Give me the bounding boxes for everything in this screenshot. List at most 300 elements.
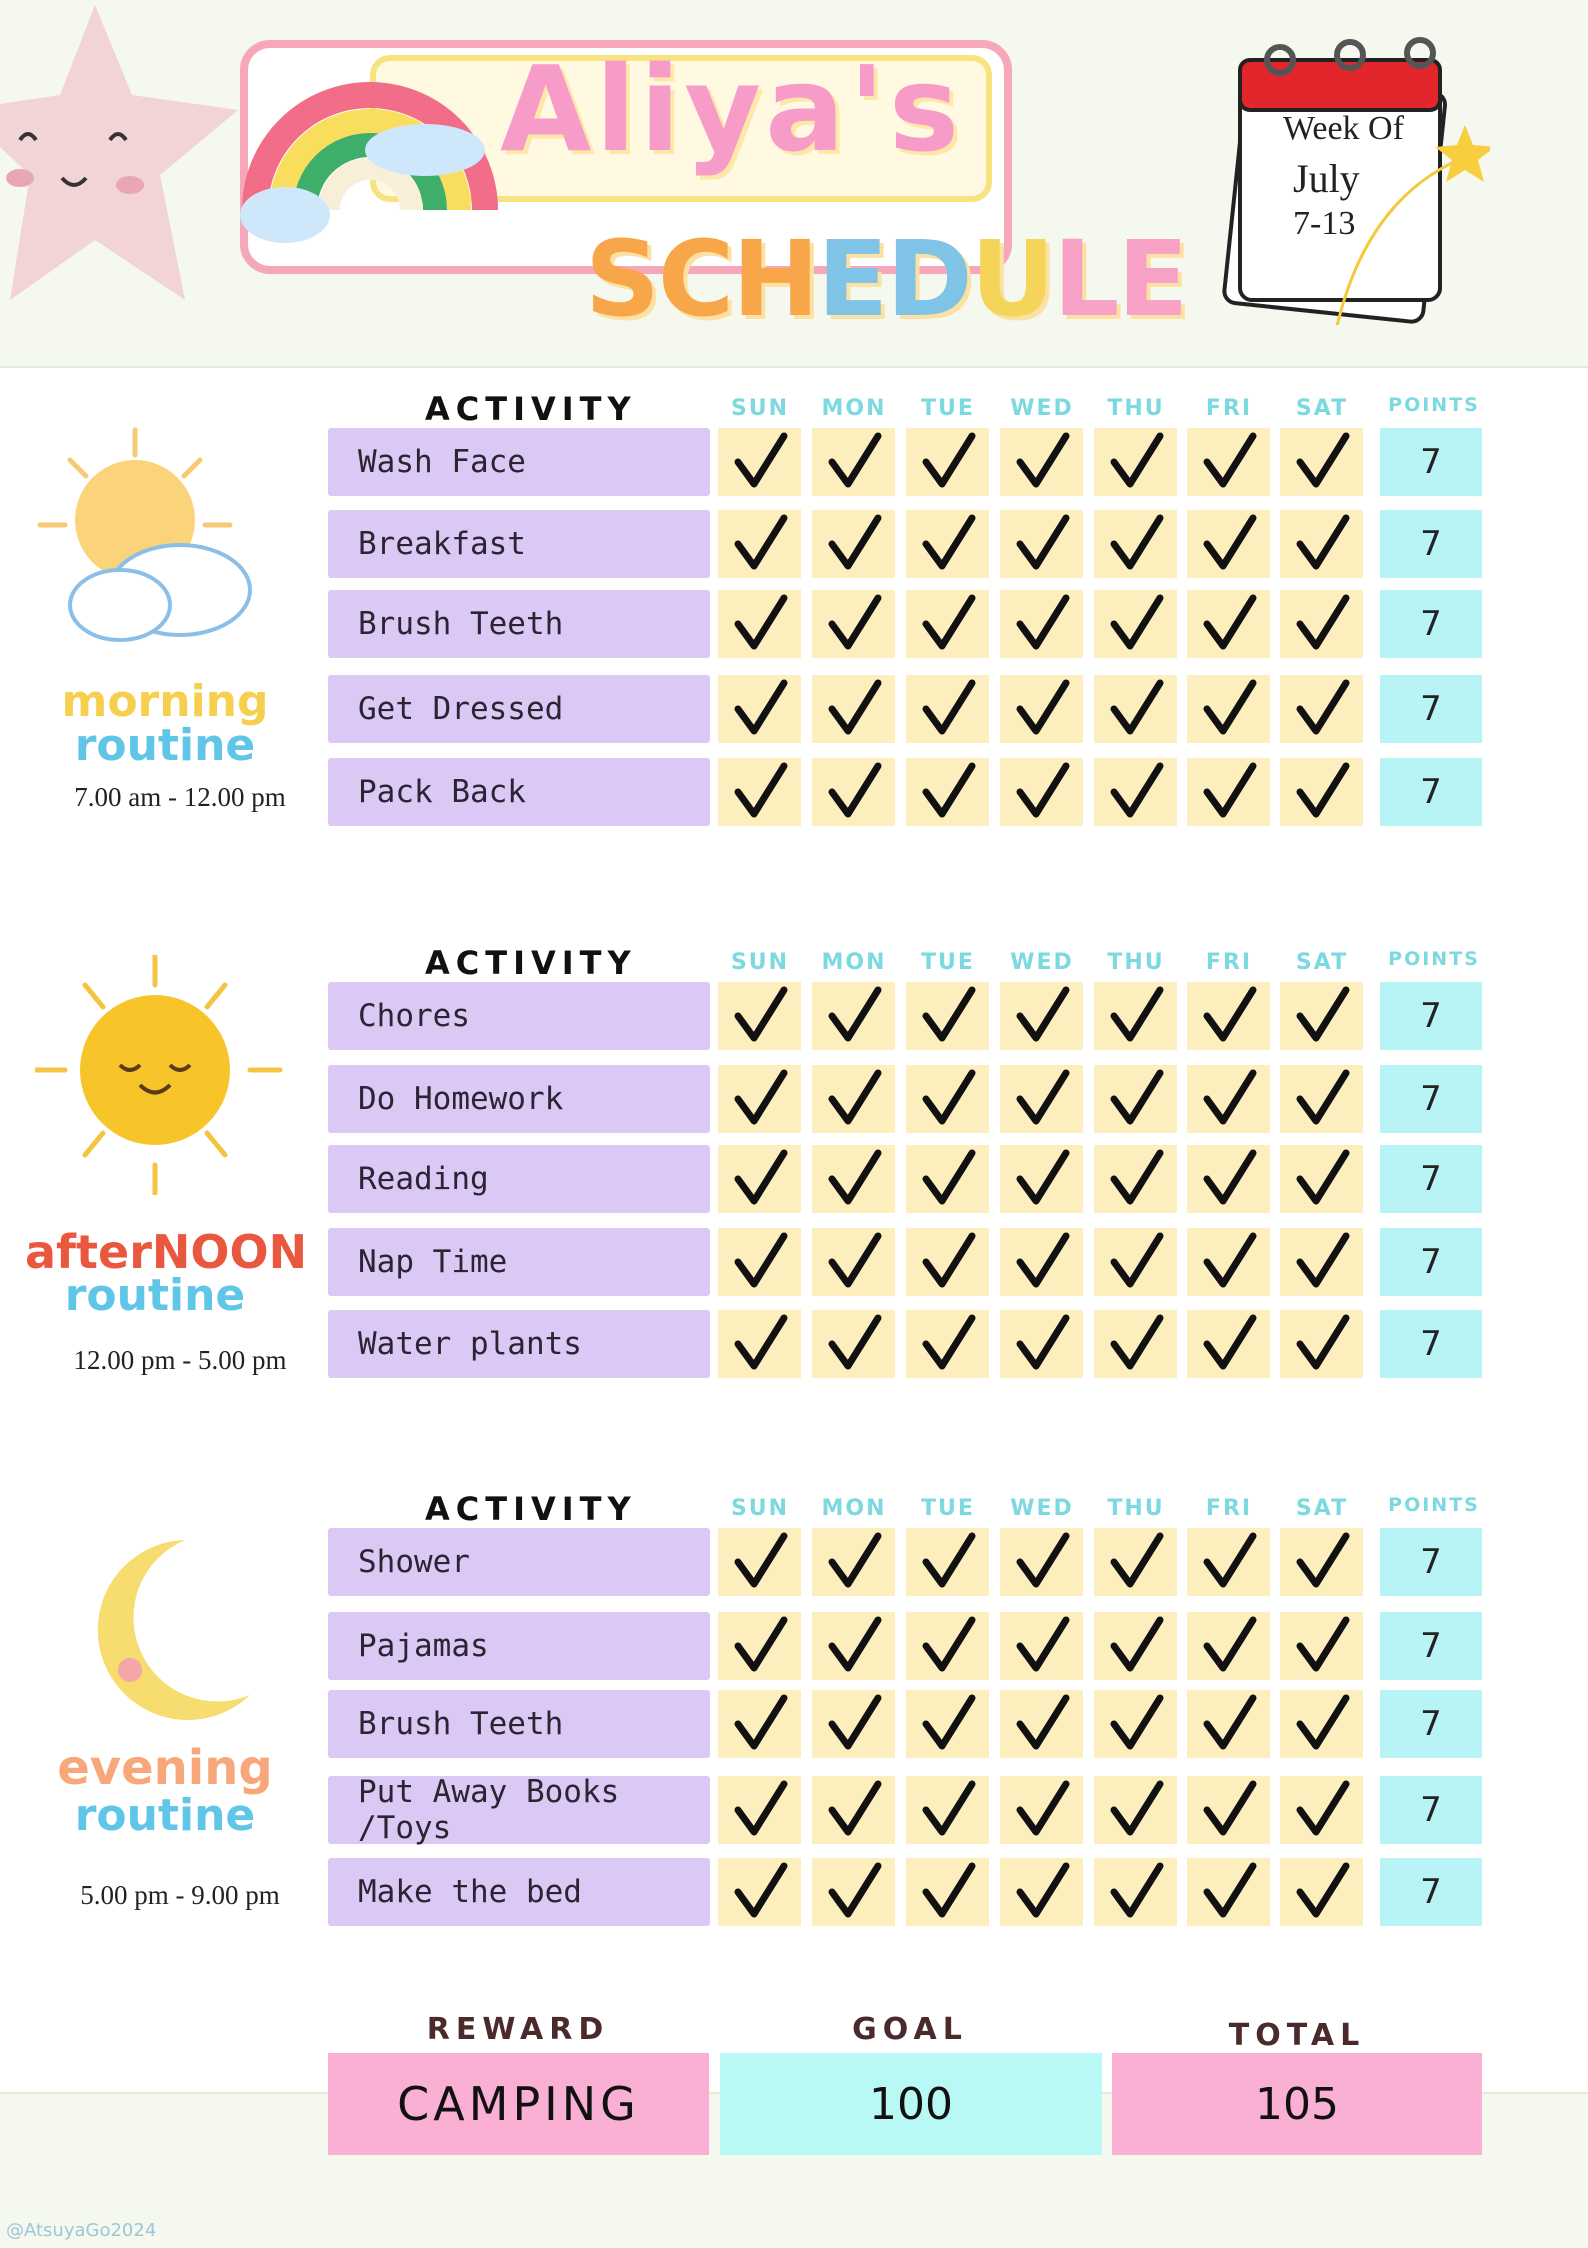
- checkmark-icon: [730, 1314, 790, 1374]
- day-check-cell[interactable]: [1280, 1065, 1363, 1133]
- day-check-cell[interactable]: [1000, 1528, 1083, 1596]
- day-check-cell[interactable]: [812, 1310, 895, 1378]
- day-check-cell[interactable]: [718, 510, 801, 578]
- day-check-cell[interactable]: [718, 982, 801, 1050]
- day-check-cell[interactable]: [1094, 1310, 1177, 1378]
- checkmark-icon: [918, 762, 978, 822]
- day-header: MON: [821, 950, 887, 975]
- day-check-cell[interactable]: [906, 1690, 989, 1758]
- activity-cell: Breakfast: [328, 510, 710, 578]
- day-check-cell[interactable]: [1094, 758, 1177, 826]
- day-check-cell[interactable]: [1094, 1065, 1177, 1133]
- day-check-cell[interactable]: [906, 1145, 989, 1213]
- checkmark-icon: [1199, 679, 1259, 739]
- points-header: POINTS: [1388, 394, 1480, 416]
- points-cell: 7: [1380, 1776, 1482, 1844]
- day-check-cell[interactable]: [1187, 510, 1270, 578]
- day-header: TUE: [921, 950, 975, 975]
- day-check-cell[interactable]: [812, 1858, 895, 1926]
- checkmark-icon: [1292, 1694, 1352, 1754]
- day-header: MON: [821, 1496, 887, 1521]
- checkmark-icon: [1199, 1149, 1259, 1209]
- page-title: Aliya's: [500, 40, 964, 178]
- day-check-cell[interactable]: [718, 1858, 801, 1926]
- day-check-cell[interactable]: [1280, 1528, 1363, 1596]
- checkmark-icon: [824, 1862, 884, 1922]
- checkmark-icon: [730, 1862, 790, 1922]
- checkmark-icon: [1012, 1232, 1072, 1292]
- day-header: WED: [1010, 1496, 1074, 1521]
- checkmark-icon: [824, 1694, 884, 1754]
- checkmark-icon: [1292, 762, 1352, 822]
- day-check-cell[interactable]: [812, 758, 895, 826]
- day-check-cell[interactable]: [1280, 675, 1363, 743]
- day-header: WED: [1010, 950, 1074, 975]
- afternoon-time: 12.00 pm - 5.00 pm: [73, 1345, 287, 1375]
- day-check-cell[interactable]: [1280, 1776, 1363, 1844]
- day-check-cell[interactable]: [1000, 982, 1083, 1050]
- activity-header: ACTIVITY: [425, 1490, 637, 1528]
- checkmark-icon: [730, 1694, 790, 1754]
- checkmark-icon: [918, 1862, 978, 1922]
- activity-cell: Make the bed: [328, 1858, 710, 1926]
- day-header: FRI: [1205, 1496, 1253, 1521]
- day-header: SAT: [1295, 396, 1349, 421]
- schedule-subtitle: [585, 218, 1186, 340]
- activity-cell: Get Dressed: [328, 675, 710, 743]
- day-check-cell[interactable]: [906, 1528, 989, 1596]
- rainbow-icon: [235, 10, 515, 260]
- checkmark-icon: [1199, 432, 1259, 492]
- day-check-cell[interactable]: [718, 590, 801, 658]
- checkmark-icon: [824, 432, 884, 492]
- day-check-cell[interactable]: [1000, 428, 1083, 496]
- checkmark-icon: [1199, 1232, 1259, 1292]
- checkmark-icon: [730, 1780, 790, 1840]
- schedule-letter: E: [817, 218, 887, 340]
- checkmark-icon: [1012, 1694, 1072, 1754]
- day-check-cell[interactable]: [1280, 1612, 1363, 1680]
- checkmark-icon: [1292, 432, 1352, 492]
- checkmark-icon: [1012, 1069, 1072, 1129]
- checkmark-icon: [1292, 1532, 1352, 1592]
- day-check-cell[interactable]: [1187, 590, 1270, 658]
- day-check-cell[interactable]: [812, 590, 895, 658]
- schedule-letter: C: [657, 218, 733, 340]
- evening-time: 5.00 pm - 9.00 pm: [80, 1880, 280, 1910]
- checkmark-icon: [824, 1532, 884, 1592]
- checkmark-icon: [730, 679, 790, 739]
- day-check-cell[interactable]: [1094, 1690, 1177, 1758]
- checkmark-icon: [1012, 1314, 1072, 1374]
- day-check-cell[interactable]: [1000, 1310, 1083, 1378]
- checkmark-icon: [1199, 1532, 1259, 1592]
- checkmark-icon: [1012, 432, 1072, 492]
- checkmark-icon: [1292, 1069, 1352, 1129]
- evening-routine-label: routine: [74, 1790, 256, 1841]
- checkmark-icon: [824, 679, 884, 739]
- activity-cell: Chores: [328, 982, 710, 1050]
- day-check-cell[interactable]: [1187, 428, 1270, 496]
- checkmark-icon: [824, 1780, 884, 1840]
- day-header: SUN: [730, 396, 790, 421]
- reward-value: CAMPING: [328, 2053, 709, 2155]
- day-check-cell[interactable]: [1187, 1612, 1270, 1680]
- day-check-cell[interactable]: [1000, 1228, 1083, 1296]
- day-header: TUE: [921, 396, 975, 421]
- day-header: FRI: [1205, 396, 1253, 421]
- day-check-cell[interactable]: [1280, 1310, 1363, 1378]
- day-check-cell[interactable]: [1094, 590, 1177, 658]
- checkmark-icon: [824, 1616, 884, 1676]
- day-header: THU: [1107, 396, 1165, 421]
- checkmark-icon: [1106, 1532, 1166, 1592]
- calendar-dates: 7-13: [1293, 205, 1356, 242]
- checkmark-icon: [1199, 1616, 1259, 1676]
- day-check-cell[interactable]: [906, 982, 989, 1050]
- day-check-cell[interactable]: [1280, 982, 1363, 1050]
- day-check-cell[interactable]: [906, 1310, 989, 1378]
- day-header: MON: [821, 396, 887, 421]
- checkmark-icon: [918, 1616, 978, 1676]
- day-header: SAT: [1295, 950, 1349, 975]
- checkmark-icon: [730, 1532, 790, 1592]
- day-check-cell[interactable]: [1000, 758, 1083, 826]
- credit-text: @AtsuyaGo2024: [6, 2220, 157, 2241]
- day-check-cell[interactable]: [1094, 510, 1177, 578]
- day-check-cell[interactable]: [1000, 1612, 1083, 1680]
- checkmark-icon: [1199, 986, 1259, 1046]
- checkmark-icon: [1199, 1314, 1259, 1374]
- day-check-cell[interactable]: [1187, 1858, 1270, 1926]
- calendar-week-label: Week Of: [1283, 110, 1404, 147]
- day-check-cell[interactable]: [1094, 1228, 1177, 1296]
- day-header: THU: [1107, 950, 1165, 975]
- sun-icon: [35, 955, 295, 1195]
- activity-cell: Pack Back: [328, 758, 710, 826]
- morning-label: morning: [61, 676, 269, 727]
- schedule-letter: E: [1117, 218, 1187, 340]
- checkmark-icon: [1106, 679, 1166, 739]
- checkmark-icon: [1199, 1069, 1259, 1129]
- morning-routine-label: routine: [74, 720, 256, 771]
- points-cell: 7: [1380, 1228, 1482, 1296]
- day-check-cell[interactable]: [718, 1690, 801, 1758]
- checkmark-icon: [1012, 594, 1072, 654]
- checkmark-icon: [1106, 514, 1166, 574]
- checkmark-icon: [1106, 1780, 1166, 1840]
- checkmark-icon: [1106, 594, 1166, 654]
- day-check-cell[interactable]: [718, 675, 801, 743]
- day-check-cell[interactable]: [906, 675, 989, 743]
- checkmark-icon: [1106, 1694, 1166, 1754]
- activity-cell: Pajamas: [328, 1612, 710, 1680]
- day-check-cell[interactable]: [1187, 1145, 1270, 1213]
- activity-cell: Reading: [328, 1145, 710, 1213]
- checkmark-icon: [1012, 679, 1072, 739]
- day-check-cell[interactable]: [1094, 675, 1177, 743]
- checkmark-icon: [918, 986, 978, 1046]
- checkmark-icon: [824, 1314, 884, 1374]
- day-check-cell[interactable]: [718, 1776, 801, 1844]
- star-icon: [0, 0, 250, 330]
- day-check-cell[interactable]: [718, 1310, 801, 1378]
- day-check-cell[interactable]: [906, 758, 989, 826]
- evening-label: evening: [57, 1740, 273, 1796]
- day-check-cell[interactable]: [1094, 1612, 1177, 1680]
- schedule-letter: L: [1053, 218, 1118, 340]
- checkmark-icon: [730, 1232, 790, 1292]
- points-cell: 7: [1380, 1612, 1482, 1680]
- checkmark-icon: [918, 1232, 978, 1292]
- points-cell: 7: [1380, 590, 1482, 658]
- checkmark-icon: [1199, 1780, 1259, 1840]
- checkmark-icon: [1012, 986, 1072, 1046]
- schedule-letter: D: [886, 218, 971, 340]
- day-check-cell[interactable]: [1187, 1528, 1270, 1596]
- checkmark-icon: [1106, 432, 1166, 492]
- checkmark-icon: [918, 432, 978, 492]
- morning-time: 7.00 am - 12.00 pm: [74, 782, 286, 812]
- points-cell: 7: [1380, 428, 1482, 496]
- checkmark-icon: [730, 1149, 790, 1209]
- checkmark-icon: [1292, 679, 1352, 739]
- day-check-cell[interactable]: [812, 1612, 895, 1680]
- checkmark-icon: [730, 762, 790, 822]
- checkmark-icon: [1106, 762, 1166, 822]
- day-header: FRI: [1205, 950, 1253, 975]
- day-check-cell[interactable]: [812, 1145, 895, 1213]
- points-cell: 7: [1380, 1310, 1482, 1378]
- day-check-cell[interactable]: [1187, 1065, 1270, 1133]
- points-header: POINTS: [1388, 948, 1480, 970]
- checkmark-icon: [1292, 594, 1352, 654]
- checkmark-icon: [918, 1314, 978, 1374]
- day-check-cell[interactable]: [718, 428, 801, 496]
- activity-cell: Water plants: [328, 1310, 710, 1378]
- day-check-cell[interactable]: [1094, 1528, 1177, 1596]
- day-header: SUN: [730, 1496, 790, 1521]
- day-check-cell[interactable]: [1000, 675, 1083, 743]
- reward-label: REWARD: [426, 2012, 610, 2047]
- checkmark-icon: [824, 762, 884, 822]
- day-check-cell[interactable]: [812, 675, 895, 743]
- day-check-cell[interactable]: [812, 1065, 895, 1133]
- day-check-cell[interactable]: [718, 1065, 801, 1133]
- day-check-cell[interactable]: [1187, 1228, 1270, 1296]
- goal-label: GOAL: [852, 2012, 968, 2047]
- day-check-cell[interactable]: [906, 590, 989, 658]
- day-check-cell[interactable]: [906, 1776, 989, 1844]
- activity-cell: Put Away Books /Toys: [328, 1776, 710, 1844]
- points-cell: 7: [1380, 1690, 1482, 1758]
- day-check-cell[interactable]: [718, 1528, 801, 1596]
- total-label: TOTAL: [1228, 2018, 1366, 2053]
- checkmark-icon: [824, 514, 884, 574]
- day-check-cell[interactable]: [1280, 510, 1363, 578]
- checkmark-icon: [1106, 1232, 1166, 1292]
- day-check-cell[interactable]: [1280, 758, 1363, 826]
- day-check-cell[interactable]: [1000, 1858, 1083, 1926]
- activity-header: ACTIVITY: [425, 390, 637, 428]
- afternoon-label: afterNOON: [25, 1225, 308, 1279]
- checkmark-icon: [1012, 1862, 1072, 1922]
- checkmark-icon: [1012, 1532, 1072, 1592]
- day-check-cell[interactable]: [906, 428, 989, 496]
- checkmark-icon: [1106, 1616, 1166, 1676]
- day-check-cell[interactable]: [1000, 1776, 1083, 1844]
- schedule-letter: S: [585, 218, 658, 340]
- day-check-cell[interactable]: [1000, 510, 1083, 578]
- day-check-cell[interactable]: [718, 1145, 801, 1213]
- checkmark-icon: [1012, 1616, 1072, 1676]
- day-check-cell[interactable]: [1280, 1858, 1363, 1926]
- day-check-cell[interactable]: [1280, 428, 1363, 496]
- checkmark-icon: [1012, 1149, 1072, 1209]
- activity-header: ACTIVITY: [425, 944, 637, 982]
- checkmark-icon: [730, 514, 790, 574]
- checkmark-icon: [1106, 986, 1166, 1046]
- day-check-cell[interactable]: [1280, 1690, 1363, 1758]
- total-value: 105: [1112, 2053, 1482, 2155]
- points-cell: 7: [1380, 675, 1482, 743]
- checkmark-icon: [1292, 514, 1352, 574]
- checkmark-icon: [824, 1232, 884, 1292]
- checkmark-icon: [730, 432, 790, 492]
- points-cell: 7: [1380, 758, 1482, 826]
- checkmark-icon: [1199, 514, 1259, 574]
- day-check-cell[interactable]: [1094, 982, 1177, 1050]
- checkmark-icon: [1106, 1149, 1166, 1209]
- checkmark-icon: [1292, 1616, 1352, 1676]
- checkmark-icon: [1199, 762, 1259, 822]
- day-check-cell[interactable]: [812, 1528, 895, 1596]
- day-check-cell[interactable]: [1187, 758, 1270, 826]
- checkmark-icon: [1012, 514, 1072, 574]
- afternoon-routine-label: routine: [64, 1270, 246, 1321]
- points-cell: 7: [1380, 1528, 1482, 1596]
- activity-cell: Shower: [328, 1528, 710, 1596]
- day-check-cell[interactable]: [1280, 590, 1363, 658]
- day-check-cell[interactable]: [906, 1065, 989, 1133]
- checkmark-icon: [824, 594, 884, 654]
- day-check-cell[interactable]: [1000, 1145, 1083, 1213]
- checkmark-icon: [730, 1616, 790, 1676]
- day-header: TUE: [921, 1496, 975, 1521]
- moon-icon: [75, 1535, 265, 1725]
- checkmark-icon: [1199, 1694, 1259, 1754]
- activity-cell: Do Homework: [328, 1065, 710, 1133]
- day-check-cell[interactable]: [1187, 1776, 1270, 1844]
- checkmark-icon: [918, 1694, 978, 1754]
- checkmark-icon: [824, 1149, 884, 1209]
- checkmark-icon: [730, 1069, 790, 1129]
- day-header: WED: [1010, 396, 1074, 421]
- day-header: THU: [1107, 1496, 1165, 1521]
- day-check-cell[interactable]: [1094, 428, 1177, 496]
- points-cell: 7: [1380, 1858, 1482, 1926]
- checkmark-icon: [918, 1149, 978, 1209]
- day-check-cell[interactable]: [718, 758, 801, 826]
- goal-value: 100: [720, 2053, 1102, 2155]
- checkmark-icon: [918, 594, 978, 654]
- day-header: SAT: [1295, 1496, 1349, 1521]
- activity-cell: Brush Teeth: [328, 590, 710, 658]
- calendar-month: July: [1293, 156, 1360, 201]
- day-check-cell[interactable]: [1000, 1065, 1083, 1133]
- day-check-cell[interactable]: [1280, 1145, 1363, 1213]
- activity-cell: Wash Face: [328, 428, 710, 496]
- day-check-cell[interactable]: [906, 1858, 989, 1926]
- day-check-cell[interactable]: [812, 1228, 895, 1296]
- day-check-cell[interactable]: [1280, 1228, 1363, 1296]
- day-check-cell[interactable]: [906, 510, 989, 578]
- day-check-cell[interactable]: [1000, 590, 1083, 658]
- checkmark-icon: [1292, 1149, 1352, 1209]
- day-header: SUN: [730, 950, 790, 975]
- activity-cell: Brush Teeth: [328, 1690, 710, 1758]
- points-cell: 7: [1380, 982, 1482, 1050]
- day-check-cell[interactable]: [1094, 1776, 1177, 1844]
- day-check-cell[interactable]: [906, 1612, 989, 1680]
- checkmark-icon: [1106, 1069, 1166, 1129]
- day-check-cell[interactable]: [1187, 1690, 1270, 1758]
- checkmark-icon: [824, 1069, 884, 1129]
- checkmark-icon: [1292, 1232, 1352, 1292]
- checkmark-icon: [824, 986, 884, 1046]
- schedule-letter: U: [970, 218, 1054, 340]
- checkmark-icon: [918, 679, 978, 739]
- checkmark-icon: [1012, 762, 1072, 822]
- checkmark-icon: [1292, 1862, 1352, 1922]
- checkmark-icon: [918, 1780, 978, 1840]
- checkmark-icon: [1106, 1314, 1166, 1374]
- day-check-cell[interactable]: [1000, 1690, 1083, 1758]
- day-check-cell[interactable]: [1187, 982, 1270, 1050]
- day-check-cell[interactable]: [718, 1612, 801, 1680]
- day-check-cell[interactable]: [1094, 1858, 1177, 1926]
- day-check-cell[interactable]: [812, 510, 895, 578]
- day-check-cell[interactable]: [1187, 675, 1270, 743]
- points-cell: 7: [1380, 1065, 1482, 1133]
- day-check-cell[interactable]: [906, 1228, 989, 1296]
- day-check-cell[interactable]: [1187, 1310, 1270, 1378]
- points-header: POINTS: [1388, 1494, 1480, 1516]
- schedule-letter: H: [732, 218, 818, 340]
- day-check-cell[interactable]: [812, 982, 895, 1050]
- points-cell: 7: [1380, 510, 1482, 578]
- checkmark-icon: [1012, 1780, 1072, 1840]
- day-check-cell[interactable]: [812, 1690, 895, 1758]
- day-check-cell[interactable]: [812, 428, 895, 496]
- checkmark-icon: [1199, 1862, 1259, 1922]
- checkmark-icon: [1106, 1862, 1166, 1922]
- activity-cell: Nap Time: [328, 1228, 710, 1296]
- checkmark-icon: [730, 594, 790, 654]
- points-cell: 7: [1380, 1145, 1482, 1213]
- day-check-cell[interactable]: [1094, 1145, 1177, 1213]
- checkmark-icon: [918, 1532, 978, 1592]
- checkmark-icon: [1292, 1780, 1352, 1840]
- checkmark-icon: [730, 986, 790, 1046]
- sun-cloud-icon: [30, 420, 290, 650]
- checkmark-icon: [918, 1069, 978, 1129]
- day-check-cell[interactable]: [812, 1776, 895, 1844]
- day-check-cell[interactable]: [718, 1228, 801, 1296]
- checkmark-icon: [1292, 1314, 1352, 1374]
- checkmark-icon: [1199, 594, 1259, 654]
- checkmark-icon: [1292, 986, 1352, 1046]
